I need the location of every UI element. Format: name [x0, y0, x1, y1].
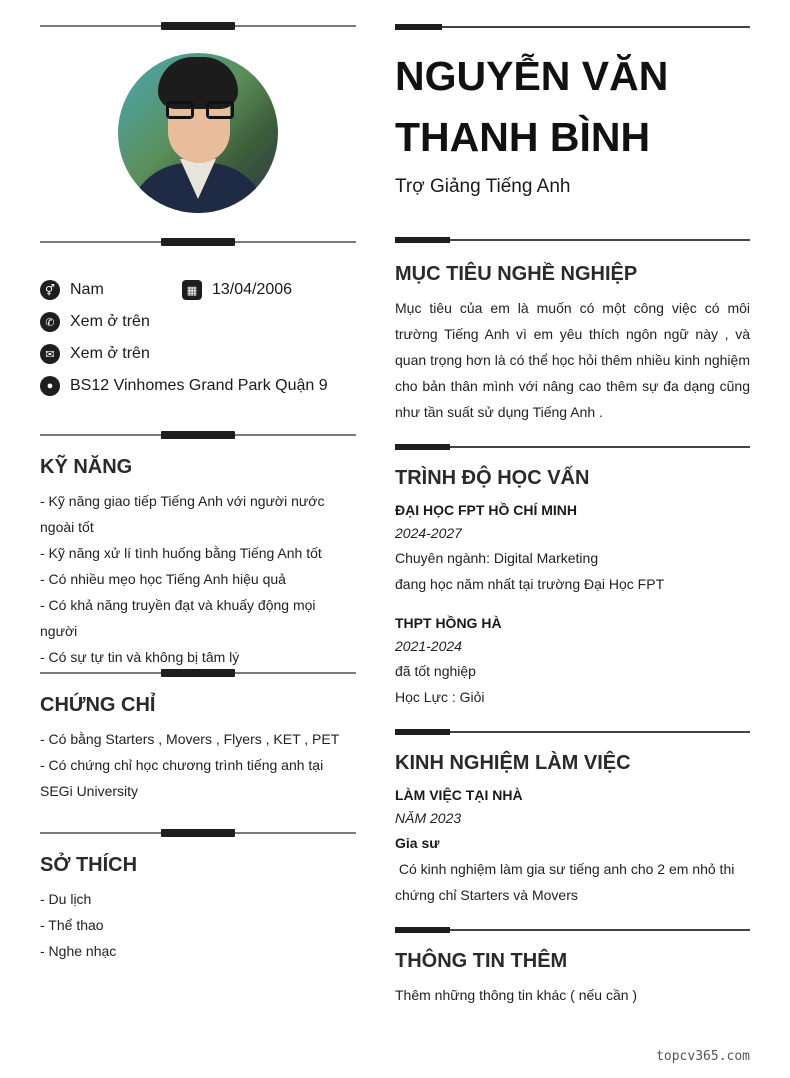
certificates-list	[40, 726, 356, 804]
divider	[395, 24, 750, 30]
location-pin-icon: ●	[40, 376, 60, 396]
list-item: - Có khả năng truyền đạt và khuấy động mọi người	[40, 597, 316, 639]
school-name: ĐẠI HỌC FPT HỒ CHÍ MINH	[395, 502, 577, 518]
detail-line: đang học năm nhất tại trường Đại Học FPT	[395, 576, 665, 592]
detail-line: Học Lực : Giỏi	[395, 689, 485, 705]
work-period: NĂM 2023	[395, 810, 462, 826]
education-detail	[395, 658, 750, 710]
study-period: 2021-2024	[395, 638, 462, 654]
education-detail	[395, 545, 750, 597]
footer-brand: topcv365.com	[656, 1049, 750, 1064]
skills-list	[40, 488, 356, 670]
divider	[395, 729, 750, 735]
list-item: - Nghe nhạc	[40, 943, 117, 959]
contact-birthday	[182, 279, 292, 301]
list-item: - Kỹ năng giao tiếp Tiếng Anh với người nước ngoài tốt	[40, 493, 325, 535]
calendar-icon: ▦	[182, 280, 202, 300]
contact-email	[40, 343, 150, 365]
phone-text: Xem ở trên	[70, 313, 150, 330]
objective-text: Mục tiêu của em là muốn có một công việc có môi trường Tiếng Anh vì em yêu thích ngôn ngữ này , và quan trọng hơn là có thể học hỏi thêm nhiều kinh nghiệm cho bản thân mình với nâng cao thêm sự đa dạng cũng như tần suất sử dụng Tiếng Anh .	[395, 300, 750, 420]
job-title: Trợ Giảng Tiếng Anh	[395, 176, 571, 197]
divider	[40, 431, 356, 439]
detail-line: đã tốt nghiệp	[395, 663, 476, 679]
gender-icon: ⚥	[40, 280, 60, 300]
hobbies-list	[40, 886, 356, 964]
mail-icon: ✉	[40, 344, 60, 364]
list-item: - Kỹ năng xử lí tình huống bằng Tiếng Anh tốt	[40, 545, 322, 561]
gender-text: Nam	[70, 281, 104, 298]
divider	[40, 829, 356, 837]
skills-title: KỸ NĂNG	[40, 456, 133, 478]
school-name: THPT HỒNG HÀ	[395, 615, 502, 631]
list-item: - Có chứng chỉ học chương trình tiếng anh tại SEGi University	[40, 757, 324, 799]
birthday-text: 13/04/2006	[212, 281, 293, 298]
detail-line: Chuyên ngành: Digital Marketing	[395, 550, 599, 566]
avatar	[118, 53, 278, 213]
divider	[395, 927, 750, 933]
divider	[40, 22, 356, 30]
hobbies-title: SỞ THÍCH	[40, 854, 138, 876]
list-item: - Có sự tự tin và không bị tâm lý	[40, 649, 240, 665]
study-period: 2024-2027	[395, 525, 462, 541]
contact-address	[40, 375, 328, 397]
work-place: LÀM VIỆC TẠI NHÀ	[395, 787, 523, 803]
experience-title: KINH NGHIỆM LÀM VIỆC	[395, 752, 631, 774]
contact-gender	[40, 279, 104, 301]
candidate-name	[395, 46, 750, 168]
divider	[40, 238, 356, 246]
extra-info-title: THÔNG TIN THÊM	[395, 950, 568, 972]
name-line: THANH BÌNH	[395, 114, 651, 160]
divider	[395, 237, 750, 243]
extra-info-text: Thêm những thông tin khác ( nếu cần )	[395, 987, 638, 1003]
education-title: TRÌNH ĐỘ HỌC VẤN	[395, 467, 590, 489]
phone-icon: ✆	[40, 312, 60, 332]
email-text: Xem ở trên	[70, 345, 150, 362]
contact-phone	[40, 311, 150, 333]
list-item: - Có bằng Starters , Movers , Flyers , KET , PET	[40, 731, 340, 747]
name-line: NGUYỄN VĂN	[395, 53, 669, 99]
work-position: Gia sư	[395, 835, 440, 851]
work-description: Có kinh nghiệm làm gia sư tiếng anh cho 2 em nhỏ thi chứng chỉ Starters và Movers	[395, 861, 739, 903]
certificates-title: CHỨNG CHỈ	[40, 694, 156, 716]
divider	[40, 669, 356, 677]
list-item: - Du lịch	[40, 891, 92, 907]
address-text: BS12 Vinhomes Grand Park Quận 9	[70, 377, 328, 394]
list-item: - Thể thao	[40, 917, 104, 933]
objective-title: MỤC TIÊU NGHỀ NGHIỆP	[395, 263, 638, 285]
list-item: - Có nhiều mẹo học Tiếng Anh hiệu quả	[40, 571, 286, 587]
divider	[395, 444, 750, 450]
